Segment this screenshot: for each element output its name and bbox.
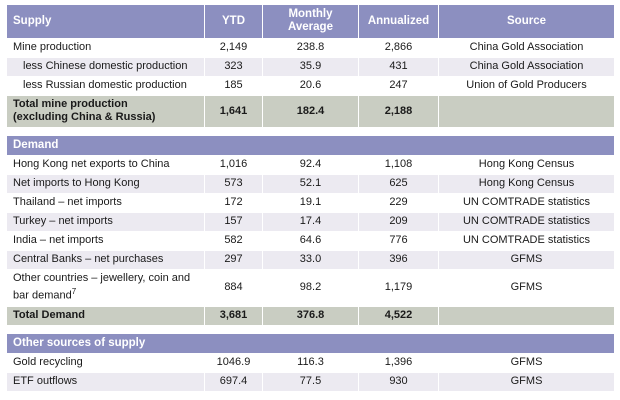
row-ytd: 573 [205,175,263,194]
row-monthly-average: 64.6 [263,232,359,251]
supply-table [6,4,615,128]
row-monthly-average: 20.6 [263,77,359,96]
row-ytd: 172 [205,194,263,213]
row-monthly-average: 17.4 [263,213,359,232]
row-annualized: 930 [359,372,439,391]
row-source: Hong Kong Census [439,156,615,175]
row-ytd: 1,641 [205,96,263,128]
supply-table-header [7,5,615,39]
row-ytd: 3,681 [205,306,263,325]
row-ytd: 185 [205,77,263,96]
table-row [7,77,615,96]
column-header-annualized: Annualized [359,5,439,39]
row-annualized: 431 [359,58,439,77]
row-source: GFMS [439,251,615,270]
row-source: UN COMTRADE statistics [439,213,615,232]
row-annualized: 247 [359,77,439,96]
row-monthly-average: 19.1 [263,194,359,213]
row-source: China Gold Association [439,39,615,58]
row-annualized: 396 [359,251,439,270]
total-mine-production-sublabel: (excluding China & Russia) [13,111,156,123]
row-label: Hong Kong net exports to China [7,156,205,175]
row-annualized: 209 [359,213,439,232]
row-ytd: 582 [205,232,263,251]
row-ytd: 2,149 [205,39,263,58]
other-countries-sublabel [13,285,198,303]
table-row [7,213,615,232]
row-ytd: 697.4 [205,372,263,391]
row-annualized: 1,108 [359,156,439,175]
row-annualized: 4,522 [359,306,439,325]
column-header-source: Source [439,5,615,39]
table-total-row [7,306,615,325]
row-source: Union of Gold Producers [439,77,615,96]
footnote-marker: 7 [71,287,77,296]
row-source: GFMS [439,353,615,372]
demand-table-body [7,156,615,326]
row-label: India – net imports [7,232,205,251]
row-annualized: 776 [359,232,439,251]
table-row [7,270,615,307]
table-row [7,58,615,77]
row-ytd: 1046.9 [205,353,263,372]
row-label: Thailand – net imports [7,194,205,213]
row-label: ETF outflows [7,372,205,391]
table-row [7,372,615,391]
row-monthly-average: 238.8 [263,39,359,58]
column-header-monthly-average: Monthly Average [263,5,359,39]
row-monthly-average: 52.1 [263,175,359,194]
table-row [7,39,615,58]
section-header-other-sources [7,333,615,353]
row-monthly-average: 92.4 [263,156,359,175]
row-label: less Chinese domestic production [7,58,205,77]
table-row [7,175,615,194]
row-label [7,96,205,128]
row-label: Gold recycling [7,353,205,372]
other-countries-sublabel-text: bar demand [13,289,72,302]
other-sources-table [6,333,615,392]
row-annualized: 1,179 [359,270,439,307]
demand-table [6,135,615,326]
row-label: Turkey – net imports [7,213,205,232]
row-annualized: 2,188 [359,96,439,128]
row-label [7,270,205,307]
row-source: UN COMTRADE statistics [439,232,615,251]
row-annualized: 2,866 [359,39,439,58]
table-row [7,232,615,251]
row-ytd: 884 [205,270,263,307]
row-annualized: 625 [359,175,439,194]
row-monthly-average: 98.2 [263,270,359,307]
row-label: Mine production [7,39,205,58]
row-monthly-average: 182.4 [263,96,359,128]
demand-table-header [7,136,615,156]
row-source: Hong Kong Census [439,175,615,194]
row-source: UN COMTRADE statistics [439,194,615,213]
row-monthly-average: 116.3 [263,353,359,372]
row-monthly-average: 376.8 [263,306,359,325]
section-header-label: Demand [7,136,615,156]
table-row [7,251,615,270]
supply-table-body [7,39,615,128]
row-monthly-average: 33.0 [263,251,359,270]
other-countries-label: Other countries – jewellery, coin and [13,272,191,284]
row-source [439,96,615,128]
row-ytd: 157 [205,213,263,232]
other-sources-table-body [7,353,615,391]
row-source: GFMS [439,270,615,307]
column-header-supply: Supply [7,5,205,39]
other-sources-table-header [7,333,615,353]
table-total-row [7,96,615,128]
row-source: China Gold Association [439,58,615,77]
table-row [7,194,615,213]
row-source [439,306,615,325]
column-header-ytd: YTD [205,5,263,39]
row-annualized: 229 [359,194,439,213]
row-monthly-average: 77.5 [263,372,359,391]
table-header-row [7,5,615,39]
table-row [7,156,615,175]
row-label: Central Banks – net purchases [7,251,205,270]
row-annualized: 1,396 [359,353,439,372]
section-header-demand [7,136,615,156]
section-header-label: Other sources of supply [7,333,615,353]
row-label: Total Demand [7,306,205,325]
total-mine-production-label: Total mine production [13,98,128,110]
row-label: Net imports to Hong Kong [7,175,205,194]
row-ytd: 297 [205,251,263,270]
row-ytd: 1,016 [205,156,263,175]
row-label: less Russian domestic production [7,77,205,96]
row-ytd: 323 [205,58,263,77]
table-row [7,353,615,372]
row-source: GFMS [439,372,615,391]
row-monthly-average: 35.9 [263,58,359,77]
